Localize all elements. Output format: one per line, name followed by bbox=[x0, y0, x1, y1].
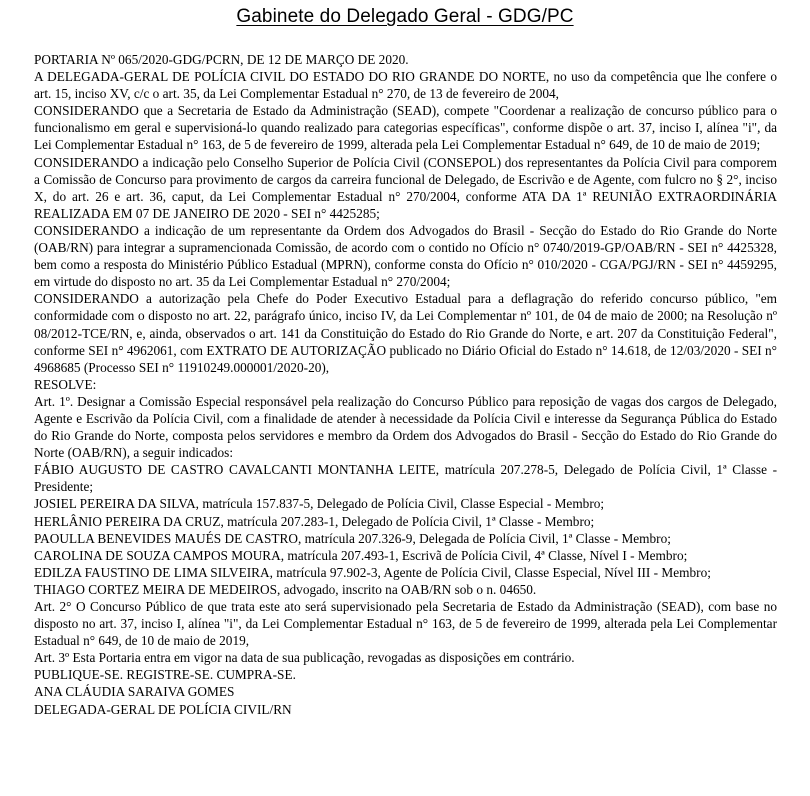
signer-title: DELEGADA-GERAL DE POLÍCIA CIVIL/RN bbox=[34, 701, 292, 717]
article-2: Art. 2° O Concurso Público de que trata este ato será supervisionado pela Secretaria de Estado da Administração (SEAD), com base no disposto no art. 37, inciso I, alínea "i", da Lei Complementar Estadual n° 163, de 5 de fevereiro de 1999, alterada pela Lei Complementar Estadual n° 649, de 10 de maio de 2019, bbox=[34, 599, 777, 649]
commission-member: THIAGO CORTEZ MEIRA DE MEDEIROS, advogado, inscrito na OAB/RN sob o n. 04650. bbox=[34, 581, 537, 597]
article-1: Art. 1º. Designar a Comissão Especial responsável pela realização do Concurso Público para reposição de vagas dos cargos de Delegado, Agente e Escrivão da Polícia Civil, com a finalidade de atender à necessidade da Polícia Civil e interesse da Segurança Pública do Estado do Rio Grande do Norte, composta pelos servidores e membro da Ordem dos Advogados do Brasil - Secção do Estado do Rio Grande do Norte (OAB/RN), a seguir indicados: bbox=[34, 393, 777, 461]
page-header bbox=[0, 6, 810, 28]
article-3: Art. 3º Esta Portaria entra em vigor na data de sua publicação, revogadas as disposições em contrário. bbox=[34, 650, 575, 666]
considerando-paragraph: CONSIDERANDO a autorização pela Chefe do Poder Executivo Estadual para a deflagração do referido concurso público, "em conformidade com o disposto no art. 22, parágrafo único, inciso IV, da Lei Complementar nº 101, de 04 de maio de 2000; na Resolução nº 08/2012-TCE/RN, e, ainda, observados o art. 141 da Constituição do Estado do Rio Grande do Norte, e art. 207 da Constituição Federal", conforme SEI n° 4962061, com EXTRATO DE AUTORIZAÇÃO publicado no Diário Oficial do Estado n° 14.618, de 12/03/2020 - SEI n° 4968685 (Processo SEI n° 11910249.000001/2020-20), bbox=[34, 291, 777, 375]
commission-member: JOSIEL PEREIRA DA SILVA, matrícula 157.837-5, Delegado de Polícia Civil, Classe Especial - Membro; bbox=[34, 496, 605, 512]
portaria-preamble: A DELEGADA-GERAL DE POLÍCIA CIVIL DO ESTADO DO RIO GRANDE DO NORTE, no uso da competência que lhe confere o art. 15, inciso XV, c/c o art. 35, da Lei Complementar Estadual n° 270, de 13 de fevereiro de 2004, bbox=[34, 69, 777, 102]
closing-formula: PUBLIQUE-SE. REGISTRE-SE. CUMPRA-SE. bbox=[34, 667, 296, 683]
considerando-paragraph: CONSIDERANDO a indicação de um representante da Ordem dos Advogados do Brasil - Secção do Estado do Rio Grande do Norte (OAB/RN) para integrar a supramencionada Comissão, de acordo com o contido no Ofício n° 0740/2019-GP/OAB/RN - SEI n° 4425328, bem como a resposta do Ministério Público Estadual (MPRN), conforme consta do Ofício n° 010/2020 - CGA/PGJ/RN - SEI n° 4459295, em virtude do disposto no art. 35 da Lei Complementar Estadual n° 270/2004; bbox=[34, 222, 777, 290]
considerando-paragraph: CONSIDERANDO que a Secretaria de Estado da Administração (SEAD), compete "Coordenar a realização de concurso público para o funcionalismo em geral e supervisioná-lo quando realizado para categorias específicas", conforme dispõe o art. 37, inciso I, alínea "i", da Lei Complementar Estadual n° 163, de 5 de fevereiro de 1999, alterada pela Lei Complementar Estadual n° 649, de 10 de maio de 2019; bbox=[34, 103, 777, 153]
commission-member: FÁBIO AUGUSTO DE CASTRO CAVALCANTI MONTANHA LEITE, matrícula 207.278-5, Delegado de Polícia Civil, 1ª Classe - Presidente; bbox=[34, 462, 777, 495]
commission-member: HERLÂNIO PEREIRA DA CRUZ, matrícula 207.283-1, Delegado de Polícia Civil, 1ª Classe - Membro; bbox=[34, 513, 595, 529]
portaria-number: PORTARIA Nº 065/2020-GDG/PCRN, DE 12 DE MARÇO DE 2020. bbox=[34, 52, 409, 67]
portaria-document bbox=[34, 51, 777, 718]
page-title: Gabinete do Delegado Geral - GDG/PC bbox=[236, 6, 574, 27]
resolve-heading: RESOLVE: bbox=[34, 376, 97, 392]
signer-name: ANA CLÁUDIA SARAIVA GOMES bbox=[34, 684, 235, 700]
considerando-paragraph: CONSIDERANDO a indicação pelo Conselho Superior de Polícia Civil (CONSEPOL) dos representantes da Polícia Civil para comporem a Comissão de Concurso para provimento de cargos da carreira funcional de Delegado, de Escrivão e de Agente, com fulcro no § 2°, inciso X, do art. 26 e art. 36, caput, da Lei Complementar Estadual n° 270/2004, conforme ATA DA 1ª REUNIÃO EXTRAORDINÁRIA REALIZADA EM 07 DE JANEIRO DE 2020 - SEI n° 4425285; bbox=[34, 154, 777, 221]
commission-member: CAROLINA DE SOUZA CAMPOS MOURA, matrícula 207.493-1, Escrivã de Polícia Civil, 4ª Classe, Nível I - Membro; bbox=[34, 547, 688, 563]
commission-member: PAOULLA BENEVIDES MAUÉS DE CASTRO, matrícula 207.326-9, Delegada de Polícia Civil, 1ª Classe - Membro; bbox=[34, 530, 671, 546]
commission-member: EDILZA FAUSTINO DE LIMA SILVEIRA, matrícula 97.902-3, Agente de Polícia Civil, Classe Especial, Nível III - Membro; bbox=[34, 564, 711, 580]
